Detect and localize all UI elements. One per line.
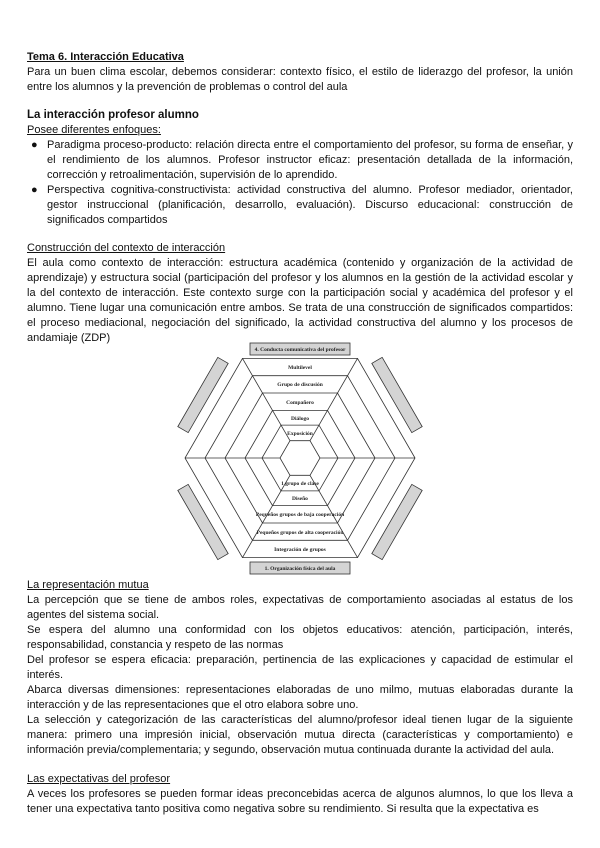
interaction-context-diagram bbox=[175, 340, 425, 580]
section-construccion bbox=[27, 241, 573, 346]
paragraph: La selección y categorización de las características del alumno/profesor ideal tienen lugar de la siguiente manera: primero una impresión inicial, observación mutua directa (características y comportamiento) e información previa/complementaria; y segundo, observación mutua continuada durante la actividad del aula. bbox=[27, 714, 573, 756]
section-subheading: Posee diferentes enfoques: bbox=[27, 124, 161, 136]
bottom-box-label: 1. Organización física del aula bbox=[264, 566, 336, 572]
band-label: Grupo de discusión bbox=[277, 382, 323, 388]
band-label: Multilevel bbox=[288, 365, 312, 371]
label-box bbox=[178, 484, 228, 559]
section-heading: La interacción profesor alumno bbox=[27, 109, 199, 121]
list-item-text: Paradigma proceso-producto: relación directa entre el comportamiento del profesor, su forma de enseñar, y el rendimiento de los alumnos. Profesor instructor eficaz: presentación detallada de la información, corrección y retroalimentación, supervisión de lo aprendido. bbox=[47, 139, 573, 181]
section-body: A veces los profesores se pueden formar ideas preconcebidas acerca de algunos alumnos, lo que los lleva a tener una expectativa tanto positiva como negativa sobre su rendimiento. Si resulta que la expectativa es bbox=[27, 788, 573, 815]
band-label: 1 grupo de clase bbox=[281, 481, 319, 487]
section-expectativas bbox=[27, 772, 573, 817]
intro-block bbox=[27, 50, 573, 95]
paragraph: Abarca diversas dimensiones: representaciones elaboradas de uno milmo, mutuas elaboradas durante la interacción y de las representaciones que el otro elabora sobre uno. bbox=[27, 684, 573, 711]
hexagon-ring bbox=[280, 441, 320, 476]
section-heading: Construcción del contexto de interacción bbox=[27, 242, 226, 254]
label-box bbox=[178, 357, 228, 432]
top-box-label: 4. Conducta comunicativa del profesor bbox=[254, 347, 346, 353]
section-body: El aula como contexto de interacción: estructura académica (contenido y organización de la actividad de aprendizaje) y estructura social (participación del profesor y los alumnos en la gestión de la actividad escolar y la del contexto de interacción. Este contexto surge con la participación social y académica del profesor y el alumno. Tiene lugar una comunicación entre ambos. Se trata de una construcción de significados compartidos: el proceso mediacional, negociación del significado, la actividad constructiva del alumno y los procesos de andamiaje (ZDP) bbox=[27, 257, 573, 344]
bullet-list bbox=[27, 138, 573, 228]
band-label: Exposición bbox=[287, 431, 313, 437]
band-label: Pequeños grupos de alta cooperación bbox=[256, 530, 344, 536]
band-label: Diseño bbox=[292, 496, 308, 502]
intro-paragraph: Para un buen clima escolar, debemos considerar: contexto físico, el estilo de liderazgo del profesor, la unión entre los alumnos y la prevención de problemas o control del aula bbox=[27, 66, 573, 93]
section-heading: La representación mutua bbox=[27, 579, 149, 591]
bullet-icon: ● bbox=[31, 184, 38, 196]
label-box bbox=[372, 484, 422, 559]
document-title: Tema 6. Interacción Educativa bbox=[27, 51, 184, 63]
label-box bbox=[372, 357, 422, 432]
band-label: Pequeños grupos de baja cooperación bbox=[255, 512, 345, 518]
section-representacion bbox=[27, 578, 573, 758]
section-heading: Las expectativas del profesor bbox=[27, 773, 171, 785]
paragraph: La percepción que se tiene de ambos roles, expectativas de comportamiento asociadas al estatus de los agentes del sistema social. bbox=[27, 594, 573, 621]
list-item bbox=[27, 183, 573, 228]
bullet-icon: ● bbox=[31, 139, 38, 151]
band-label: Compañero bbox=[286, 400, 314, 406]
list-item-text: Perspectiva cognitiva-constructivista: actividad constructiva del alumno. Profesor mediador, orientador, gestor instruccional (planificación, desarrollo, evaluación). Discurso educacional: construcción de significados compartidos bbox=[47, 184, 573, 226]
paragraph: Del profesor se espera eficacia: preparación, pertinencia de las explicaciones y capacidad de estimular el interés. bbox=[27, 654, 573, 681]
section-interaccion bbox=[27, 108, 573, 228]
band-label: Diálogo bbox=[290, 416, 310, 422]
list-item bbox=[27, 138, 573, 183]
band-label: Integración de grupos bbox=[274, 547, 326, 553]
paragraph: Se espera del alumno una conformidad con los objetos educativos: atención, participación, interés, responsabilidad, constancia y respeto de las normas bbox=[27, 624, 573, 651]
